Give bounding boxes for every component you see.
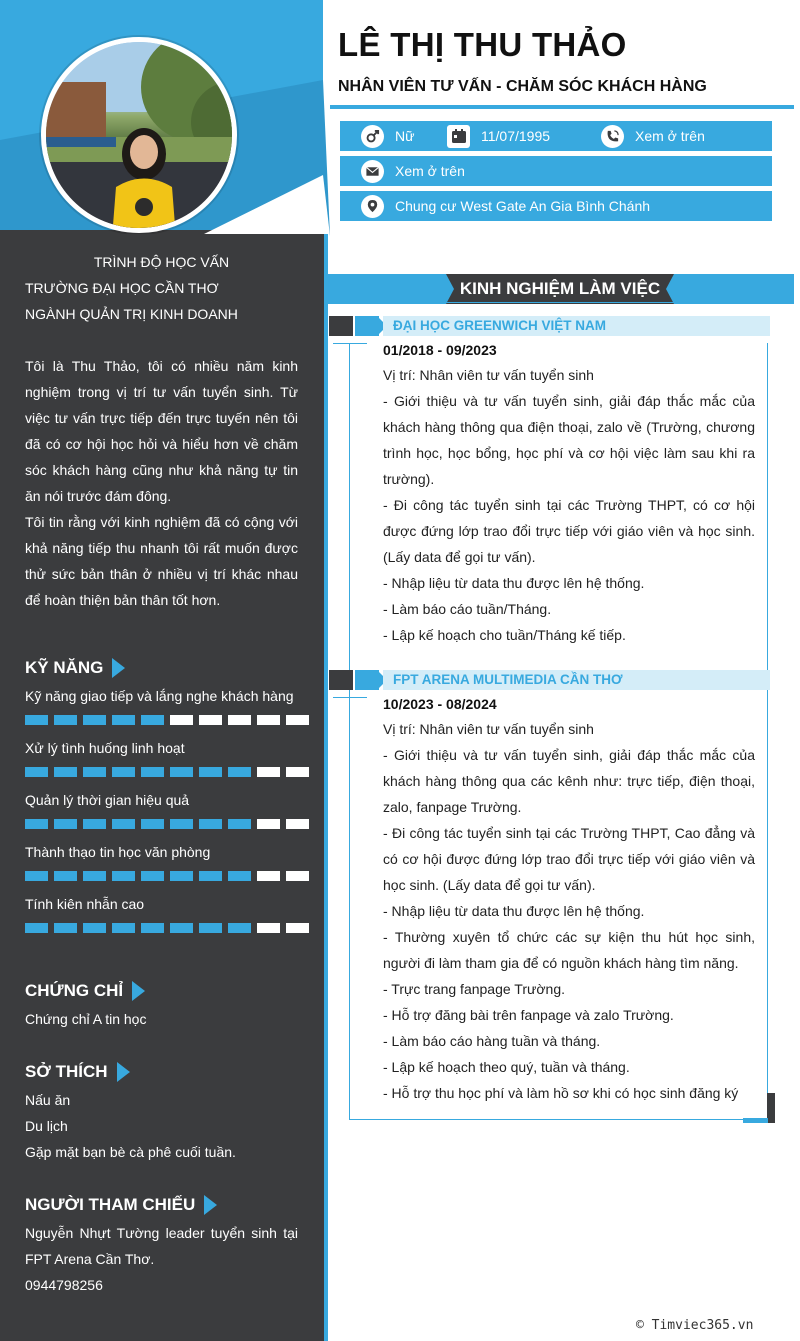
skill-segment-filled [54, 923, 77, 933]
job-connector [333, 697, 367, 698]
job-line: - Nhập liệu từ data thu được lên hệ thống. [383, 575, 645, 591]
skill-segment-filled [54, 871, 77, 881]
calendar-icon [447, 125, 470, 148]
address-value: Chung cư West Gate An Gia Bình Chánh [395, 198, 651, 214]
job-line: - Trực trang fanpage Trường. [383, 981, 566, 997]
job-company: ĐẠI HỌC GREENWICH VIỆT NAM [393, 318, 607, 333]
skills-heading [25, 655, 125, 681]
skill-segment-empty [286, 923, 309, 933]
job-description [383, 716, 755, 1106]
experience-header-line [324, 302, 794, 303]
skill-label: Kỹ năng giao tiếp và lắng nghe khách hàng [25, 688, 294, 704]
skill-segment-empty [228, 715, 251, 725]
skill-segment-filled [25, 819, 48, 829]
phone-icon [601, 125, 624, 148]
skill-segment-filled [83, 923, 106, 933]
skill-segment-empty [286, 871, 309, 881]
skill-label: Tính kiên nhẫn cao [25, 896, 145, 912]
hobby-item: Gặp mặt bạn bè cà phê cuối tuần. [25, 1144, 236, 1160]
education-major: NGÀNH QUẢN TRỊ KINH DOANH [25, 306, 238, 322]
contact-row-3 [340, 191, 772, 221]
job-marker [329, 670, 353, 690]
skill-bar [25, 767, 308, 777]
job-line: - Giới thiệu và tư vấn tuyển sinh, giải đáp thắc mắc của khách hàng thông qua điện thoại, zalo về (Trường, chương trình học, học bổng, học phí và cơ hội việc làm sau khi ra trường). [383, 393, 755, 487]
contact-row-2 [340, 156, 772, 186]
play-arrow-icon [204, 1195, 217, 1215]
skill-segment-filled [83, 715, 106, 725]
skill-segment-empty [286, 715, 309, 725]
phone-value[interactable]: Xem ở trên [635, 128, 705, 144]
reference-line-1: Nguyễn Nhựt Tường leader tuyển sinh tại [25, 1225, 298, 1241]
title-underline [330, 105, 794, 109]
experience-frame-foot [743, 1118, 768, 1123]
job-line: Vị trí: Nhân viên tư vấn tuyển sinh [383, 721, 594, 737]
skill-segment-filled [228, 819, 251, 829]
education-school: TRƯỜNG ĐẠI HỌC CẦN THƠ [25, 280, 219, 296]
references-heading [25, 1192, 217, 1218]
job-marker-accent [355, 316, 379, 336]
skill-segment-filled [25, 871, 48, 881]
skill-segment-filled [141, 819, 164, 829]
candidate-name: LÊ THỊ THU THẢO [338, 26, 627, 63]
skill-segment-empty [257, 819, 280, 829]
contact-row-1 [340, 121, 772, 151]
education-heading: TRÌNH ĐỘ HỌC VẤN [93, 254, 230, 270]
address-item [361, 191, 650, 221]
job-description [383, 362, 755, 648]
skill-segment-filled [112, 819, 135, 829]
skill-segment-filled [25, 923, 48, 933]
job-marker [329, 316, 353, 336]
skill-segment-filled [112, 767, 135, 777]
job-line: - Thường xuyên tổ chức các sự kiện thu hút học sinh, người đi làm tham gia để có nguồn khách hàng tìm năng. [383, 929, 755, 971]
skill-segment-filled [170, 767, 193, 777]
skill-segment-empty [199, 715, 222, 725]
job-line: - Lập kế hoạch theo quý, tuần và tháng. [383, 1059, 630, 1075]
skill-segment-filled [83, 819, 106, 829]
about-paragraph-1: Tôi là Thu Thảo, tôi có nhiều năm kinh nghiệm trong vị trí tư vấn tuyển sinh. Từ việc tư vấn trực tiếp đến trực tuyến nên tôi đã có cơ hội học hỏi và hiểu hơn về chăm sóc khách hàng cũng như khả năng tự tin ăn nói trước đám đông. [25, 358, 298, 504]
play-arrow-icon [132, 981, 145, 1001]
reference-phone: 0944798256 [25, 1277, 103, 1293]
about-paragraph-2: Tôi tin rằng với kinh nghiệm đã có cộng với khả năng tiếp thu nhanh tôi rất muốn được thử sức bản thân ở nhiều vị trí khác nhau để hoàn thiện bản thân tốt hơn. [25, 514, 298, 608]
certificate-item: Chứng chỉ A tin học [25, 1011, 147, 1027]
job-marker-accent [355, 670, 379, 690]
job-line: Vị trí: Nhân viên tư vấn tuyển sinh [383, 367, 594, 383]
skill-bar [25, 715, 308, 725]
skill-segment-filled [83, 767, 106, 777]
skill-segment-empty [170, 715, 193, 725]
location-pin-icon [361, 195, 384, 218]
skill-segment-empty [257, 715, 280, 725]
references-heading-text: NGƯỜI THAM CHIẾU [25, 1195, 196, 1214]
skill-segment-filled [83, 871, 106, 881]
job-dates: 10/2023 - 08/2024 [383, 696, 497, 712]
skill-segment-empty [257, 871, 280, 881]
job-line: - Đi công tác tuyển sinh tại các Trường THPT, có cơ hội được đứng lớp trao đổi trực tiếp với giáo viên và học sinh. (Lấy data để gọi tư vấn). [383, 497, 755, 565]
gender-item [361, 121, 414, 151]
job-line: - Hỗ trợ đăng bài trên fanpage và zalo Trường. [383, 1007, 674, 1023]
skill-segment-filled [170, 819, 193, 829]
skill-segment-empty [257, 767, 280, 777]
phone-item[interactable] [601, 121, 705, 151]
skill-segment-filled [170, 923, 193, 933]
skill-segment-filled [141, 767, 164, 777]
experience-heading: KINH NGHIỆM LÀM VIỆC [459, 279, 661, 298]
skill-segment-filled [54, 767, 77, 777]
certificates-heading-text: CHỨNG CHỈ [25, 981, 124, 1000]
skill-segment-filled [141, 871, 164, 881]
job-line: - Làm báo cáo hàng tuần và tháng. [383, 1033, 601, 1049]
skill-segment-filled [25, 715, 48, 725]
skill-segment-filled [54, 715, 77, 725]
hobby-item: Du lịch [25, 1118, 68, 1134]
job-title: NHÂN VIÊN TƯ VẤN - CHĂM SÓC KHÁCH HÀNG [338, 78, 707, 95]
skill-segment-filled [199, 923, 222, 933]
skill-segment-filled [228, 923, 251, 933]
skill-label: Thành thạo tin học văn phòng [25, 844, 211, 860]
job-connector [333, 343, 367, 344]
envelope-icon [361, 160, 384, 183]
job-line: - Đi công tác tuyển sinh tại các Trường THPT, Cao đẳng và có cơ hội được đứng lớp trao đổi trực tiếp với giáo viên và học sinh. (Lấy data để gọi tư vấn). [383, 825, 755, 893]
job-line: - Lập kế hoạch cho tuần/Tháng kế tiếp. [383, 627, 626, 643]
job-company: FPT ARENA MULTIMEDIA CẦN THƠ [393, 672, 623, 687]
skill-segment-filled [141, 923, 164, 933]
skill-segment-filled [54, 819, 77, 829]
skill-segment-filled [112, 715, 135, 725]
dob-value: 11/07/1995 [481, 128, 551, 144]
skill-segment-filled [228, 871, 251, 881]
sidebar-edge [324, 234, 328, 1341]
hobby-item: Nấu ăn [25, 1092, 71, 1108]
dob-item [447, 121, 550, 151]
skill-segment-filled [199, 767, 222, 777]
skill-label: Quản lý thời gian hiệu quả [25, 792, 190, 808]
skill-segment-filled [112, 923, 135, 933]
skill-segment-filled [112, 871, 135, 881]
skill-label: Xử lý tình huống linh hoạt [25, 740, 185, 756]
job-line: - Nhập liệu từ data thu được lên hệ thống. [383, 903, 645, 919]
footer-watermark: © Timviec365.vn [636, 1318, 754, 1333]
skill-bar [25, 871, 308, 881]
play-arrow-icon [117, 1062, 130, 1082]
job-line: - Giới thiệu và tư vấn tuyển sinh, giải đáp thắc mắc của khách hàng thông qua các kênh như: trực tiếp, điện thoại, zalo, fanpage Trường. [383, 747, 755, 815]
skill-bar [25, 923, 308, 933]
experience-frame-tab [767, 1093, 775, 1123]
skill-segment-filled [25, 767, 48, 777]
job-dates: 01/2018 - 09/2023 [383, 342, 497, 358]
skill-segment-empty [286, 819, 309, 829]
skill-bar [25, 819, 308, 829]
email-value[interactable]: Xem ở trên [395, 163, 465, 179]
job-line: - Hỗ trợ thu học phí và làm hồ sơ khi có học sinh đăng ký [383, 1085, 739, 1101]
avatar [41, 37, 237, 233]
gender-icon [361, 125, 384, 148]
skill-segment-empty [257, 923, 280, 933]
skill-segment-filled [199, 819, 222, 829]
skill-segment-filled [170, 871, 193, 881]
gender-value: Nữ [395, 128, 415, 144]
email-item[interactable] [361, 156, 465, 186]
reference-line-2: FPT Arena Cần Thơ. [25, 1251, 155, 1267]
hobbies-heading-text: SỞ THÍCH [25, 1062, 108, 1081]
certificates-heading [25, 978, 145, 1004]
hobbies-heading [25, 1059, 130, 1085]
skills-heading-text: KỸ NĂNG [25, 658, 104, 677]
skill-segment-filled [228, 767, 251, 777]
skill-segment-filled [199, 871, 222, 881]
play-arrow-icon [112, 658, 125, 678]
job-line: - Làm báo cáo tuần/Tháng. [383, 601, 552, 617]
skill-segment-filled [141, 715, 164, 725]
skill-segment-empty [286, 767, 309, 777]
